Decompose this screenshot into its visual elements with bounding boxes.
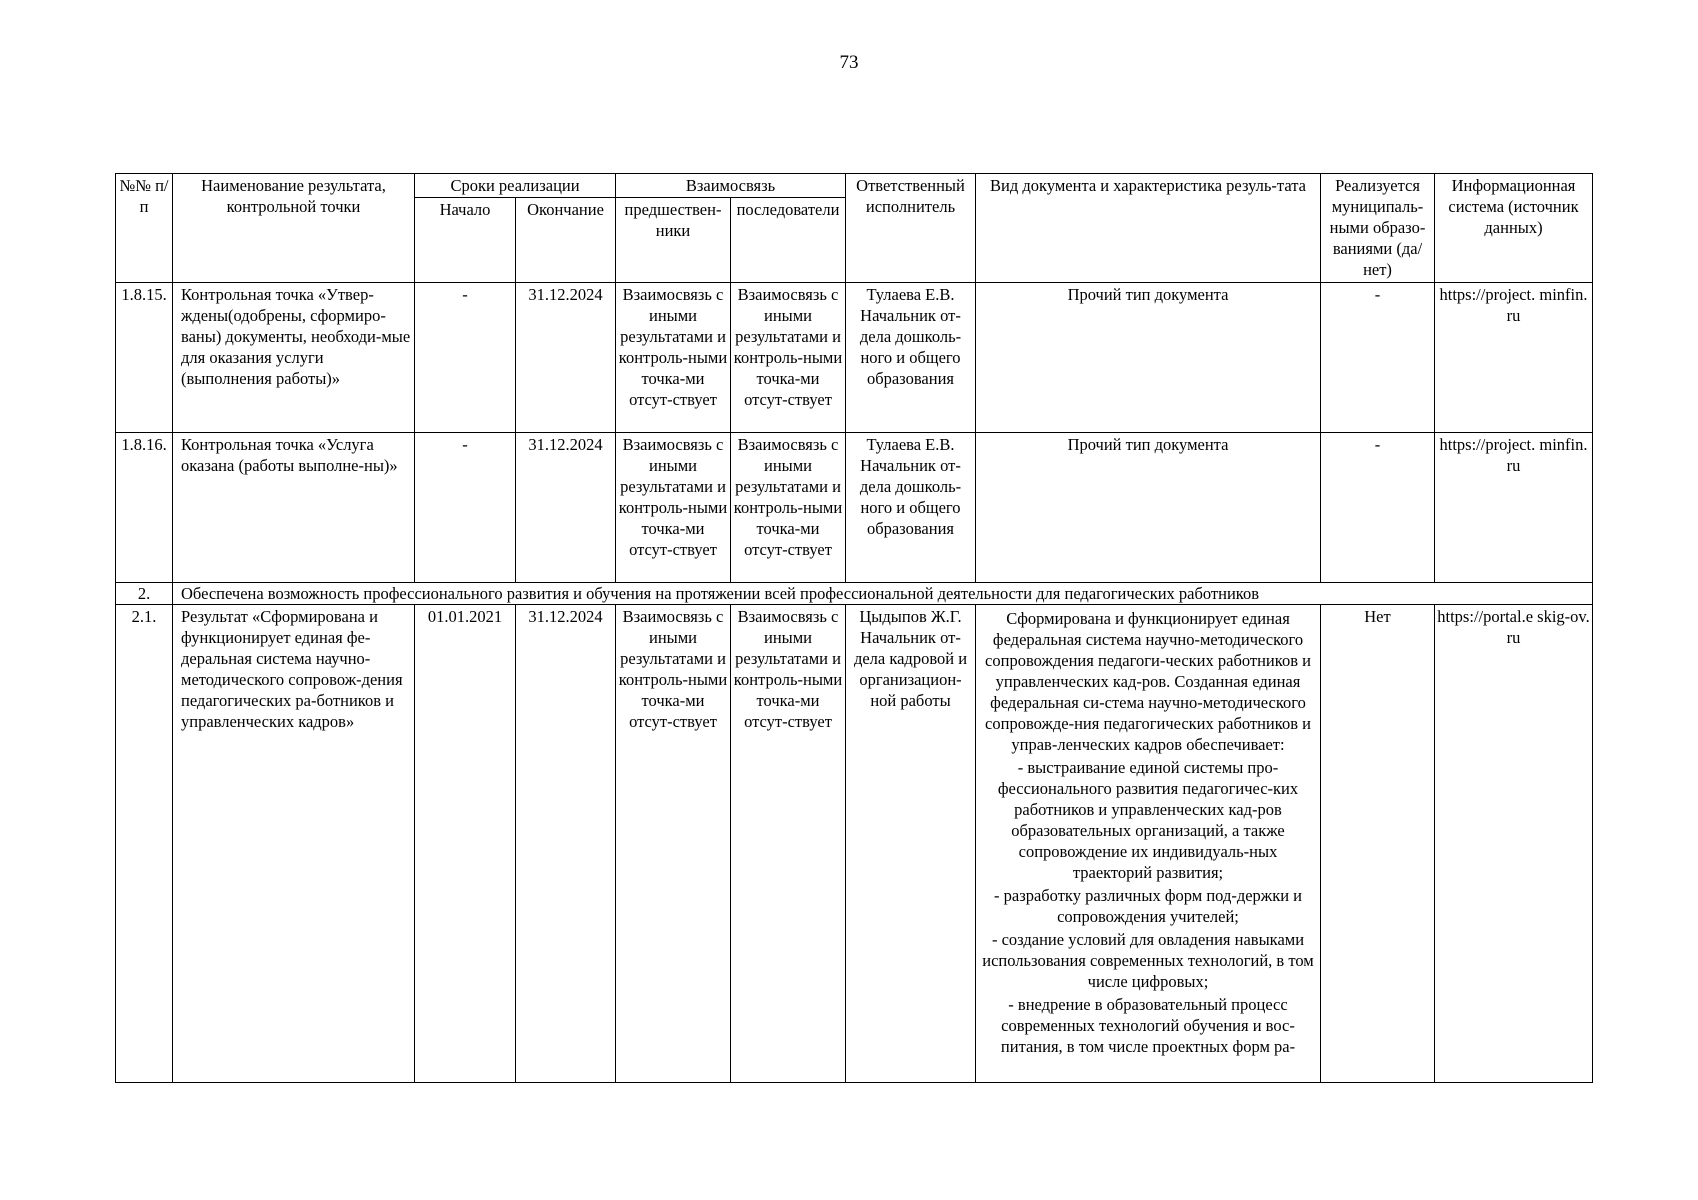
row-end: 31.12.2024 <box>516 283 616 433</box>
row-num: 2.1. <box>116 605 173 1083</box>
row-municipal: - <box>1321 283 1435 433</box>
row-municipal: Нет <box>1321 605 1435 1083</box>
row-start: - <box>415 433 516 583</box>
row-end: 31.12.2024 <box>516 433 616 583</box>
document-item: - внедрение в образовательный процесс современных технологий обучения и вос-питания, в том числе проектных форм ра- <box>1000 995 1296 1056</box>
section-num: 2. <box>116 583 173 605</box>
header-infosys: Информационная система (источник данных) <box>1435 174 1593 283</box>
header-relation: Взаимосвязь <box>616 174 846 198</box>
document-item: - создание условий для овладения навыками использования современных технологий, в том числе цифровых; <box>982 930 1314 991</box>
row-infosys: https://project. minfin.ru <box>1435 283 1593 433</box>
row-start: - <box>415 283 516 433</box>
header-num: №№ п/п <box>116 174 173 283</box>
row-end: 31.12.2024 <box>516 605 616 1083</box>
plan-table <box>115 173 1593 1083</box>
document-item: - разработку различных форм под-держки и сопровождения учителей; <box>994 886 1302 926</box>
section-row <box>116 583 1593 605</box>
header-responsible: Ответственный исполнитель <box>846 174 976 283</box>
row-predecessors: Взаимосвязь с иными результатами и контроль-ными точка-ми отсут-ствует <box>616 283 731 433</box>
header-municipal: Реализуется муниципаль-ными образо-ваниями (да/нет) <box>1321 174 1435 283</box>
header-document: Вид документа и характеристика резуль-тата <box>976 174 1321 283</box>
row-infosys: https://project. minfin.ru <box>1435 433 1593 583</box>
row-infosys: https://portal.e skig-ov.ru <box>1435 605 1593 1083</box>
header-end: Окончание <box>516 198 616 283</box>
row-responsible: Тулаева Е.В. Начальник от-дела дошколь-ного и общего образования <box>846 283 976 433</box>
row-document: Прочий тип документа <box>976 433 1321 583</box>
table-row <box>116 283 1593 433</box>
row-predecessors: Взаимосвязь с иными результатами и контроль-ными точка-ми отсут-ствует <box>616 605 731 1083</box>
row-successors: Взаимосвязь с иными результатами и контроль-ными точка-ми отсут-ствует <box>731 605 846 1083</box>
header-row-1 <box>116 174 1593 198</box>
row-num: 1.8.15. <box>116 283 173 433</box>
row-name: Контрольная точка «Утвер-ждены(одобрены, сформиро-ваны) документы, необходи-мые для оказания услуги (выполнения работы)» <box>173 283 415 433</box>
row-municipal: - <box>1321 433 1435 583</box>
table-row <box>116 433 1593 583</box>
header-start: Начало <box>415 198 516 283</box>
row-document <box>976 605 1321 1083</box>
row-successors: Взаимосвязь с иными результатами и контроль-ными точка-ми отсут-ствует <box>731 283 846 433</box>
row-name: Контрольная точка «Услуга оказана (работы выполне-ны)» <box>173 433 415 583</box>
header-successors: последователи <box>731 198 846 283</box>
table-row <box>116 605 1593 1083</box>
header-name: Наименование результата, контрольной точки <box>173 174 415 283</box>
header-terms: Сроки реализации <box>415 174 616 198</box>
row-responsible: Цыдыпов Ж.Г. Начальник от-дела кадровой и организацион-ной работы <box>846 605 976 1083</box>
row-num: 1.8.16. <box>116 433 173 583</box>
row-name: Результат «Сформирована и функционирует единая фе-деральная система научно-методического сопровож-дения педагогических ра-ботников и управленческих кадров» <box>173 605 415 1083</box>
page-number: 73 <box>839 52 859 73</box>
row-predecessors: Взаимосвязь с иными результатами и контроль-ными точка-ми отсут-ствует <box>616 433 731 583</box>
header-predecessors: предшествен-ники <box>616 198 731 283</box>
row-successors: Взаимосвязь с иными результатами и контроль-ными точка-ми отсут-ствует <box>731 433 846 583</box>
document-intro: Сформирована и функционирует единая федеральная система научно-методического сопровождения педагоги-ческих работников и управленческих кад-ров. Созданная единая федеральная си-стема научно-методического сопровожде-ния педагогических работников и управ-ленческих кадров обеспечивает: <box>985 609 1311 754</box>
row-start: 01.01.2021 <box>415 605 516 1083</box>
row-responsible: Тулаева Е.В. Начальник от-дела дошколь-ного и общего образования <box>846 433 976 583</box>
section-title: Обеспечена возможность профессионального развития и обучения на протяжении всей профессиональной деятельности для педагогических работников <box>173 583 1593 605</box>
document-item: - выстраивание единой системы про-фессионального развития педагогичес-ких работников и управленческих кад-ров образовательных организаций, а также сопровождение их индивидуаль-ных траекторий развития; <box>997 758 1299 882</box>
row-document: Прочий тип документа <box>976 283 1321 433</box>
